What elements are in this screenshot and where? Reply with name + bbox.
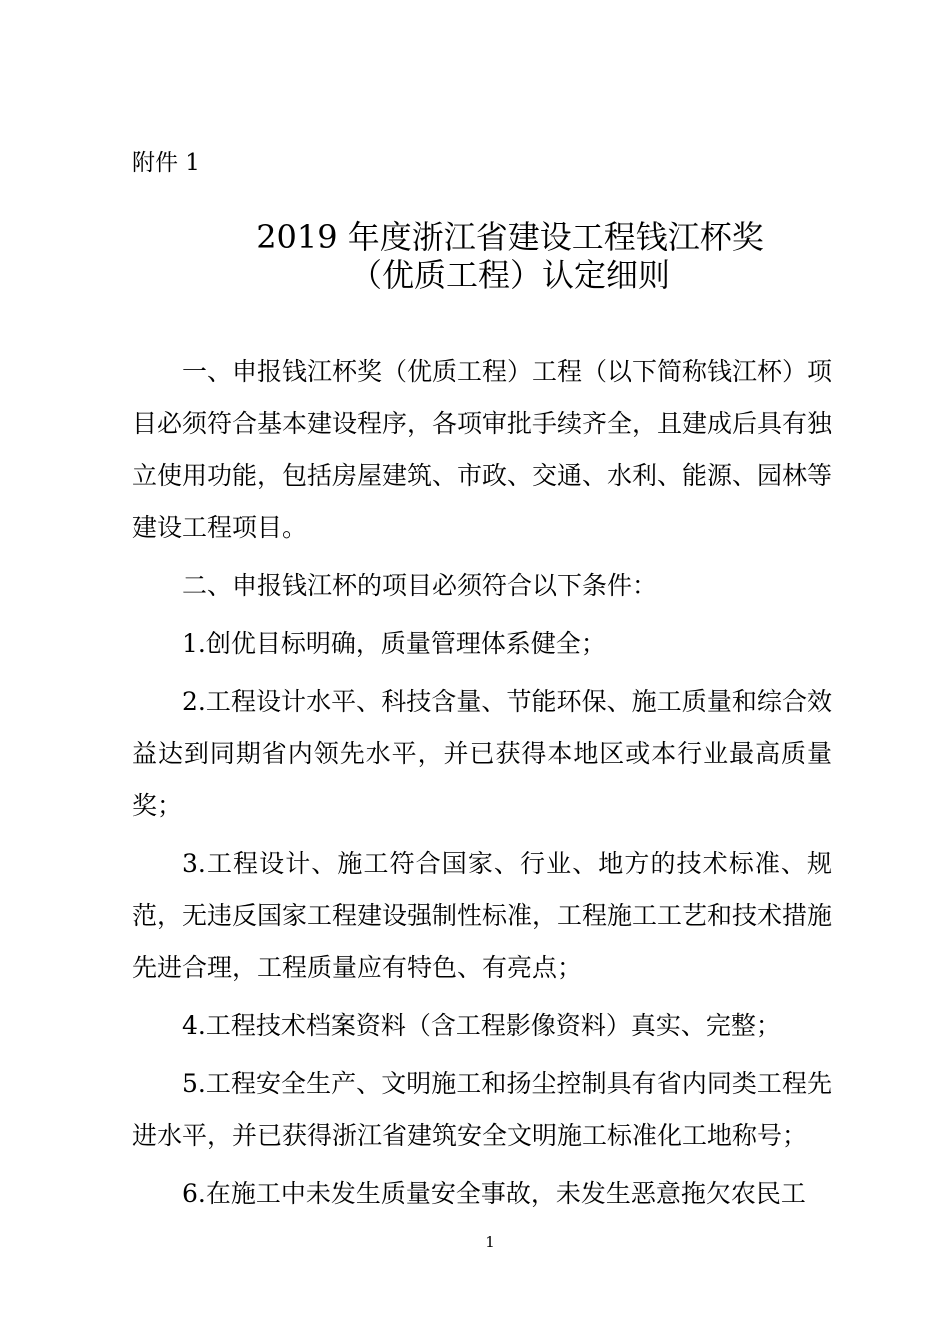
paragraph-3: 1.创优目标明确，质量管理体系健全； xyxy=(182,629,606,658)
document-body xyxy=(132,346,832,1220)
paragraph-5: 3.工程设计、施工符合国家、行业、地方的技术标准、规范，无违反国家工程建设强制性标准，工程施工工艺和技术措施先进合理，工程质量应有特色、有亮点； xyxy=(132,849,833,982)
title-line-1: 2019 年度浙江省建设工程钱江杯奖 xyxy=(256,218,764,256)
paragraph-4: 2.工程设计水平、科技含量、节能环保、施工质量和综合效益达到同期省内领先水平，并已获得本地区或本行业最高质量奖； xyxy=(132,687,832,820)
attachment-label: 附件 1 xyxy=(132,150,200,176)
paragraph-8: 6.在施工中未发生质量安全事故，未发生恶意拖欠农民工 xyxy=(182,1179,806,1208)
page-number: 1 xyxy=(485,1233,495,1251)
paragraph-1: 一、申报钱江杯奖（优质工程）工程（以下简称钱江杯）项目必须符合基本建设程序，各项审批手续齐全，且建成后具有独立使用功能，包括房屋建筑、市政、交通、水利、能源、园林等建设工程项目。 xyxy=(132,357,833,542)
title-line-2: （优质工程）认定细则 xyxy=(349,256,670,294)
paragraph-6: 4.工程技术档案资料（含工程影像资料）真实、完整； xyxy=(182,1011,781,1040)
paragraph-7: 5.工程安全生产、文明施工和扬尘控制具有省内同类工程先进水平，并已获得浙江省建筑安全文明施工标准化工地称号； xyxy=(132,1069,832,1150)
paragraph-2: 二、申报钱江杯的项目必须符合以下条件： xyxy=(182,571,658,600)
document-title xyxy=(150,218,870,294)
